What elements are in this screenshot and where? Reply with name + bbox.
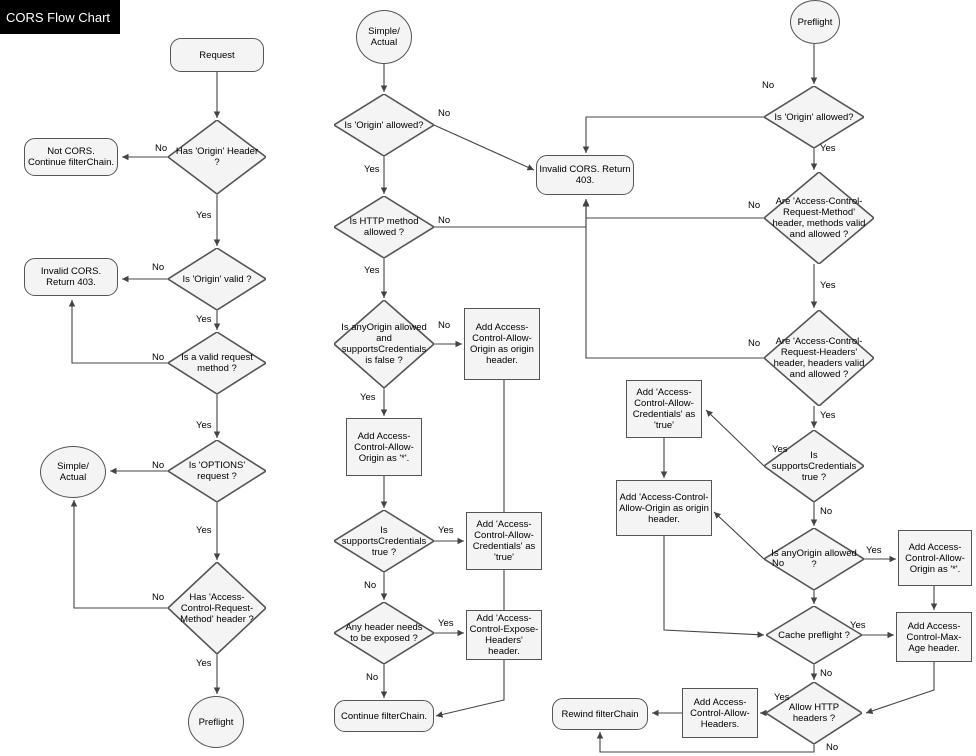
node-n9[interactable] xyxy=(168,562,266,654)
node-n29[interactable] xyxy=(616,480,712,536)
node-label: Are 'Access-Control-Request-Method' header, methods valid and allowed ? xyxy=(772,196,866,240)
edge-label: Yes xyxy=(196,658,212,669)
node-n36[interactable] xyxy=(552,698,648,730)
node-label: Is HTTP method allowed ? xyxy=(349,216,419,238)
node-label: Allow HTTP headers ? xyxy=(788,702,840,724)
edge-label: No xyxy=(152,592,165,603)
node-label: Cache preflight ? xyxy=(778,629,850,641)
node-label: Add Access-Control-Allow-Origin as origin header. xyxy=(470,322,534,366)
node-label: Has 'Origin' Header ? xyxy=(175,146,259,168)
edge-label: No xyxy=(438,320,451,331)
node-n15[interactable] xyxy=(334,300,434,388)
node-n30[interactable] xyxy=(764,528,864,590)
node-n33[interactable] xyxy=(896,612,972,662)
node-n25[interactable] xyxy=(764,172,874,264)
node-n19[interactable] xyxy=(466,512,542,570)
edge-label: Yes xyxy=(196,210,212,221)
node-label: Simple/ Actual xyxy=(57,461,89,483)
edge-label: Yes xyxy=(438,525,454,536)
page-title: CORS Flow Chart xyxy=(0,0,120,34)
node-label: Add 'Access-Control-Allow-Origin as origin header. xyxy=(619,491,709,525)
node-n23[interactable] xyxy=(790,0,840,44)
edge-label: Yes xyxy=(772,444,788,455)
node-n13[interactable] xyxy=(536,155,634,195)
edge-label: No xyxy=(748,200,761,211)
node-n8[interactable] xyxy=(40,446,106,498)
node-label: Add 'Access-Control-Allow-Credentials' as 'true' xyxy=(472,519,536,563)
edge-label: No xyxy=(438,108,451,119)
node-n11[interactable] xyxy=(356,10,412,64)
node-label: Is 'Origin' valid ? xyxy=(182,273,252,285)
edge-label: No xyxy=(820,668,833,679)
node-label: Has 'Access-Control-Request-Method' header ? xyxy=(180,591,254,625)
edge-label: Yes xyxy=(196,420,212,431)
node-label: Request xyxy=(199,49,235,61)
edge-label: No xyxy=(772,558,785,569)
node-label: Is 'Origin' allowed? xyxy=(774,111,854,123)
edge-label: Yes xyxy=(360,392,376,403)
node-label: Is anyOrigin allowed and supportsCredentials is false ? xyxy=(341,322,427,366)
edge-label: No xyxy=(762,80,775,91)
node-n10[interactable] xyxy=(188,696,244,748)
node-label: Add Access-Control-Allow-Origin as '*'. xyxy=(354,430,414,464)
edge-label: Yes xyxy=(364,164,380,175)
node-n35[interactable] xyxy=(682,688,758,738)
node-label: Is supportsCredentials true ? xyxy=(771,449,857,483)
node-n20[interactable] xyxy=(334,602,434,664)
node-n24[interactable] xyxy=(764,86,864,148)
edge-label: Yes xyxy=(820,280,836,291)
edge-label: Yes xyxy=(774,692,790,703)
edge-label: No xyxy=(820,506,833,517)
node-label: Add Access-Control-Allow-Origin as '*'. xyxy=(905,541,965,575)
edge-label: No xyxy=(826,742,839,753)
edge-label: Yes xyxy=(196,525,212,536)
node-label: Preflight xyxy=(797,16,833,28)
edge-label: No xyxy=(152,460,165,471)
edge-label: No xyxy=(152,262,165,273)
node-label: Is anyOrigin allowed ? xyxy=(771,548,857,570)
node-label: Rewind filterChain xyxy=(561,708,639,720)
node-label: Invalid CORS. Return 403. xyxy=(40,266,102,288)
edge-label: Yes xyxy=(438,618,454,629)
node-label: Invalid CORS. Return 403. xyxy=(539,164,631,186)
node-n7[interactable] xyxy=(168,440,266,502)
node-n6[interactable] xyxy=(168,332,266,394)
node-n12[interactable] xyxy=(334,94,434,156)
edge-label: Yes xyxy=(196,314,212,325)
node-label: Is a valid request method ? xyxy=(181,352,253,374)
node-n1[interactable] xyxy=(170,38,264,72)
node-n31[interactable] xyxy=(898,530,972,586)
edge-label: Yes xyxy=(866,545,882,556)
node-label: Is supportsCredentials true ? xyxy=(341,524,427,558)
node-n21[interactable] xyxy=(466,610,542,660)
edge-label: Yes xyxy=(820,143,836,154)
node-label: Add 'Access-Control-Expose-Headers' header. xyxy=(469,613,539,657)
node-n5[interactable] xyxy=(24,258,118,296)
edge-label: No xyxy=(748,338,761,349)
edge-label: Yes xyxy=(850,620,866,631)
node-label: Continue filterChain. xyxy=(340,710,428,722)
node-n14[interactable] xyxy=(334,196,434,258)
node-label: Not CORS. Continue filterChain. xyxy=(27,146,115,168)
node-n2[interactable] xyxy=(168,120,266,194)
node-label: Any header needs to be exposed ? xyxy=(345,622,423,644)
node-label: Add 'Access-Control-Allow-Credentials' as 'true' xyxy=(632,387,696,431)
node-label: Are 'Access-Control-Request-Headers' header, headers valid and allowed ? xyxy=(773,336,865,380)
edge-label: No xyxy=(438,215,451,226)
node-n32[interactable] xyxy=(766,606,862,664)
node-n28[interactable] xyxy=(764,430,864,502)
node-label: Add Access-Control-Max-Age header. xyxy=(906,620,962,654)
node-label: Add Access-Control-Allow-Headers. xyxy=(690,696,750,730)
node-n17[interactable] xyxy=(346,418,422,476)
edge-label: Yes xyxy=(820,410,836,421)
node-n4[interactable] xyxy=(168,248,266,310)
node-label: Is 'OPTIONS' request ? xyxy=(188,460,246,482)
node-label: Preflight xyxy=(198,716,234,728)
node-n3[interactable] xyxy=(24,138,118,176)
edge-label: No xyxy=(366,672,379,683)
node-n22[interactable] xyxy=(334,700,434,732)
edge-label: No xyxy=(364,580,377,591)
node-label: Is 'Origin' allowed? xyxy=(344,119,424,131)
node-n18[interactable] xyxy=(334,510,434,572)
edge-label: Yes xyxy=(364,265,380,276)
edge-label: No xyxy=(152,352,165,363)
node-n26[interactable] xyxy=(764,310,874,406)
node-label: Simple/ Actual xyxy=(368,26,400,48)
node-n16[interactable] xyxy=(464,308,540,380)
edge-label: No xyxy=(155,143,168,154)
node-n27[interactable] xyxy=(626,380,702,438)
